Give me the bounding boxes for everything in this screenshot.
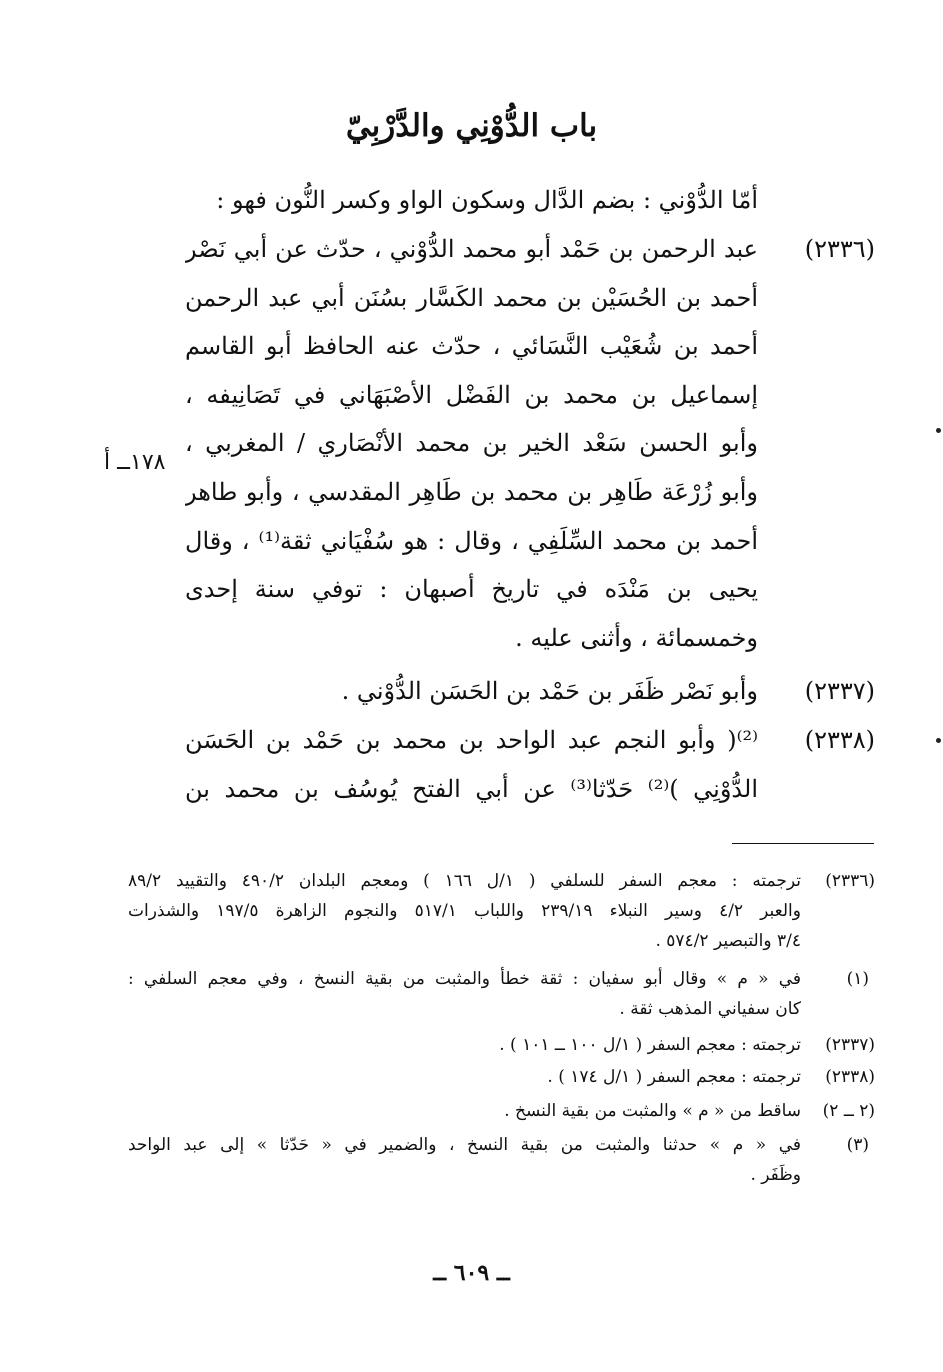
entry-line: وخمسمائة ، وأثنى عليه . [515,623,758,652]
footnote-line: ترجمته : معجم السفر للسلفي ( ١/ل ١٦٦ ) ومعجم البلدان ٤٩٠/٢ والتقييد ٨٩/٢ [128,871,802,891]
footnote-number: (٢٣٣٨) [825,1067,875,1087]
footnote-number: (٢ ــ ٢) [822,1101,875,1121]
footnote-2337 [128,1030,875,1060]
footnote-line: كان سفياني المذهب ثقة . [619,999,801,1019]
entry-line: أحمد بن الحُسَيْن بن محمد الكَسَّار بسُنَن أبي عبد الرحمن [185,283,758,312]
footnote-2-2 [128,1096,875,1126]
entry-text [185,670,758,719]
entry-number: (٢٣٣٧) [804,677,875,705]
entry-line: الدُّوْنِي )⁽²⁾ حَدّثا⁽³⁾ عن أبي الفتح يُوسُف بن محمد بن [185,774,758,803]
footnote-number: (٢٣٣٦) [825,871,875,891]
entry-line: وأبو نَصْر ظَفَر بن حَمْد بن الحَسَن الدُّوْني . [341,677,758,705]
footnote-line: وظَفَر . [750,1165,801,1185]
footnote-2338 [128,1062,875,1092]
footnote-line: ترجمته : معجم السفر ( ١/ل ١٠٠ ــ ١٠١ ) . [499,1035,801,1055]
entry-text [185,228,758,665]
footnote-line: ساقط من « م » والمثبت من بقية النسخ . [504,1101,801,1121]
chapter-title: باب الدُّوْنِي والدَّرْبِيّ [345,108,598,144]
entry-text [185,719,758,816]
entry-line: يحيى بن مَنْدَه في تاريخ أصبهان : توفي سنة إحدى [185,575,758,604]
entry-number: (٢٣٣٨) [804,726,875,754]
footnote-3 [128,1130,875,1190]
scan-speck [936,738,941,743]
footnote-number: (١) [846,969,869,989]
entry-line: أحمد بن شُعَيْب النَّسَائي ، حدّث عنه الحافظ أبو القاسم [185,332,758,361]
intro-line: أمّا الدُّوْني : بضم الدَّال وسكون الواو وكسر النُّون فهو : [216,186,758,214]
entry-line: عبد الرحمن بن حَمْد أبو محمد الدُّوْني ، حدّث عن أبي نَصْر [185,235,758,263]
entry-line: إسماعيل بن محمد بن الفَضْل الأصْبَهَاني في تَصَانِيفه ، [185,380,758,409]
footnote-line: في « م » حدثنا والمثبت من بقية النسخ ، والضمير في « حَدّثا » إلى عبد الواحد [128,1135,801,1155]
footnote-line: ٣/٤ والتبصير ٥٧٤/٢ . [655,931,801,951]
footnote-number: (٣) [846,1135,869,1155]
scan-speck [936,428,941,433]
footnote-separator [732,843,874,844]
entry-line: وأبو الحسن سَعْد الخير بن محمد الأنْصَاري / المغربي ، [185,429,758,458]
entry-line: وأبو زُرْعَة طَاهِر بن محمد بن طَاهِر المقدسي ، وأبو طاهر [185,477,758,506]
page-number: ــ ٦٠٩ ــ [433,1260,510,1286]
footnote-line: والعبر ٤/٢ وسير النبلاء ٢٣٩/١٩ واللباب ٥١٧/١ والنجوم الزاهرة ١٩٧/٥ والشذرات [128,901,801,921]
footnote-1 [128,964,875,1024]
footnote-line: في « م » وقال أبو سفيان : ثقة خطأ والمثبت من بقية النسخ ، وفي معجم السلفي : [128,969,801,989]
entry-line: أحمد بن محمد السِّلَفِي ، وقال : هو سُفْيَاني ثقة⁽¹⁾ ، وقال [185,526,758,555]
entry-line: ⁽²⁾( وأبو النجم عبد الواحد بن محمد بن حَمْد بن الحَسَن [185,726,758,754]
footnote-number: (٢٣٣٧) [825,1035,875,1055]
entry-number: (٢٣٣٦) [804,235,875,263]
footnote-2336 [128,866,875,956]
footnotes [128,866,875,1190]
footnote-line: ترجمته : معجم السفر ( ١/ل ١٧٤ ) . [547,1067,801,1087]
folio-margin-note: ١٧٨ــ أ [104,450,166,475]
